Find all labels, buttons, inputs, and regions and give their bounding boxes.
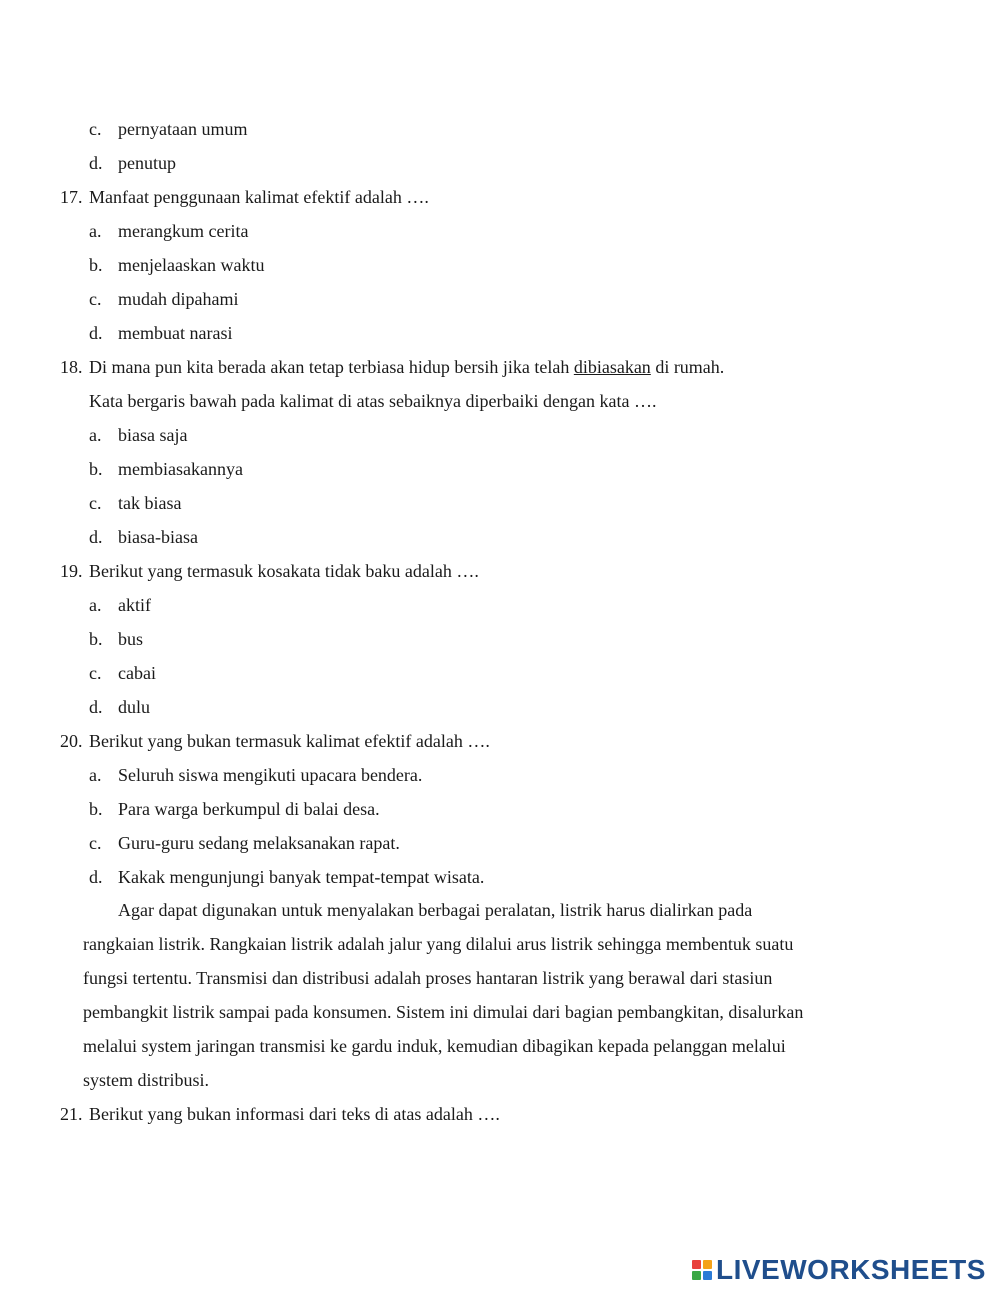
option-letter: c. xyxy=(89,663,102,683)
option-text: aktif xyxy=(118,595,151,615)
question-text: Manfaat penggunaan kalimat efektif adalah …. xyxy=(89,187,429,207)
option-text: membiasakannya xyxy=(118,459,243,479)
option-letter: c. xyxy=(89,493,102,513)
question-text: Berikut yang bukan informasi dari teks di atas adalah …. xyxy=(89,1104,500,1124)
option-letter: c. xyxy=(89,119,102,139)
option-letter: b. xyxy=(89,459,103,479)
question-text-before: Di mana pun kita berada akan tetap terbiasa hidup bersih jika telah xyxy=(89,357,574,377)
option-text: Kakak mengunjungi banyak tempat-tempat wisata. xyxy=(118,867,485,887)
option-text: Seluruh siswa mengikuti upacara bendera. xyxy=(118,765,423,785)
option-letter: d. xyxy=(89,323,103,343)
passage-line: Agar dapat digunakan untuk menyalakan berbagai peralatan, listrik harus dialirkan pada xyxy=(118,900,753,920)
question-number: 19. xyxy=(60,561,83,581)
passage-line: fungsi tertentu. Transmisi dan distribusi adalah proses hantaran listrik yang berawal dari stasiun xyxy=(83,968,773,988)
logo-mark-icon xyxy=(692,1260,712,1280)
option-letter: a. xyxy=(89,765,102,785)
question-text xyxy=(89,356,724,378)
question-number: 21. xyxy=(60,1104,83,1124)
option-text: mudah dipahami xyxy=(118,289,239,309)
logo-text: LIVEWORKSHEETS xyxy=(716,1254,986,1285)
option-letter: b. xyxy=(89,629,103,649)
option-letter: d. xyxy=(89,527,103,547)
option-text: Para warga berkumpul di balai desa. xyxy=(118,799,380,819)
option-text: tak biasa xyxy=(118,493,182,513)
option-text: cabai xyxy=(118,663,156,683)
question-text-after: di rumah. xyxy=(650,357,725,377)
option-text: pernyataan umum xyxy=(118,119,248,139)
option-letter: a. xyxy=(89,425,102,445)
option-letter: d. xyxy=(89,867,103,887)
logo-square-blue xyxy=(703,1271,712,1280)
option-text: dulu xyxy=(118,697,151,717)
question-number: 20. xyxy=(60,731,83,751)
option-letter: d. xyxy=(89,697,103,717)
passage-line: system distribusi. xyxy=(83,1070,210,1090)
passage-line: rangkaian listrik. Rangkaian listrik adalah jalur yang dilalui arus listrik sehingga membentuk suatu xyxy=(83,934,794,954)
option-text: membuat narasi xyxy=(118,323,233,343)
liveworksheets-logo xyxy=(692,1255,986,1285)
option-text: biasa-biasa xyxy=(118,527,198,547)
option-text: Guru-guru sedang melaksanakan rapat. xyxy=(118,833,400,853)
question-subtext: Kata bergaris bawah pada kalimat di atas sebaiknya diperbaiki dengan kata …. xyxy=(89,391,657,411)
option-text: merangkum cerita xyxy=(118,221,249,241)
underlined-word: dibiasakan xyxy=(573,357,651,377)
passage-line: pembangkit listrik sampai pada konsumen. Sistem ini dimulai dari bagian pembangkitan, disalurkan xyxy=(83,1002,804,1022)
option-text: penutup xyxy=(118,153,176,173)
logo-square-orange xyxy=(703,1260,712,1269)
option-letter: b. xyxy=(89,255,103,275)
option-letter: b. xyxy=(89,799,103,819)
option-text: menjelaaskan waktu xyxy=(118,255,265,275)
question-number: 17. xyxy=(60,187,83,207)
logo-square-red xyxy=(692,1260,701,1269)
option-letter: d. xyxy=(89,153,103,173)
option-text: biasa saja xyxy=(118,425,188,445)
question-text: Berikut yang termasuk kosakata tidak baku adalah …. xyxy=(89,561,479,581)
option-letter: a. xyxy=(89,221,102,241)
option-letter: a. xyxy=(89,595,102,615)
passage-line: melalui system jaringan transmisi ke gardu induk, kemudian dibagikan kepada pelanggan melalui xyxy=(83,1036,786,1056)
question-number: 18. xyxy=(60,357,83,377)
question-text: Berikut yang bukan termasuk kalimat efektif adalah …. xyxy=(89,731,490,751)
option-letter: c. xyxy=(89,289,102,309)
logo-square-green xyxy=(692,1271,701,1280)
option-letter: c. xyxy=(89,833,102,853)
option-text: bus xyxy=(118,629,144,649)
